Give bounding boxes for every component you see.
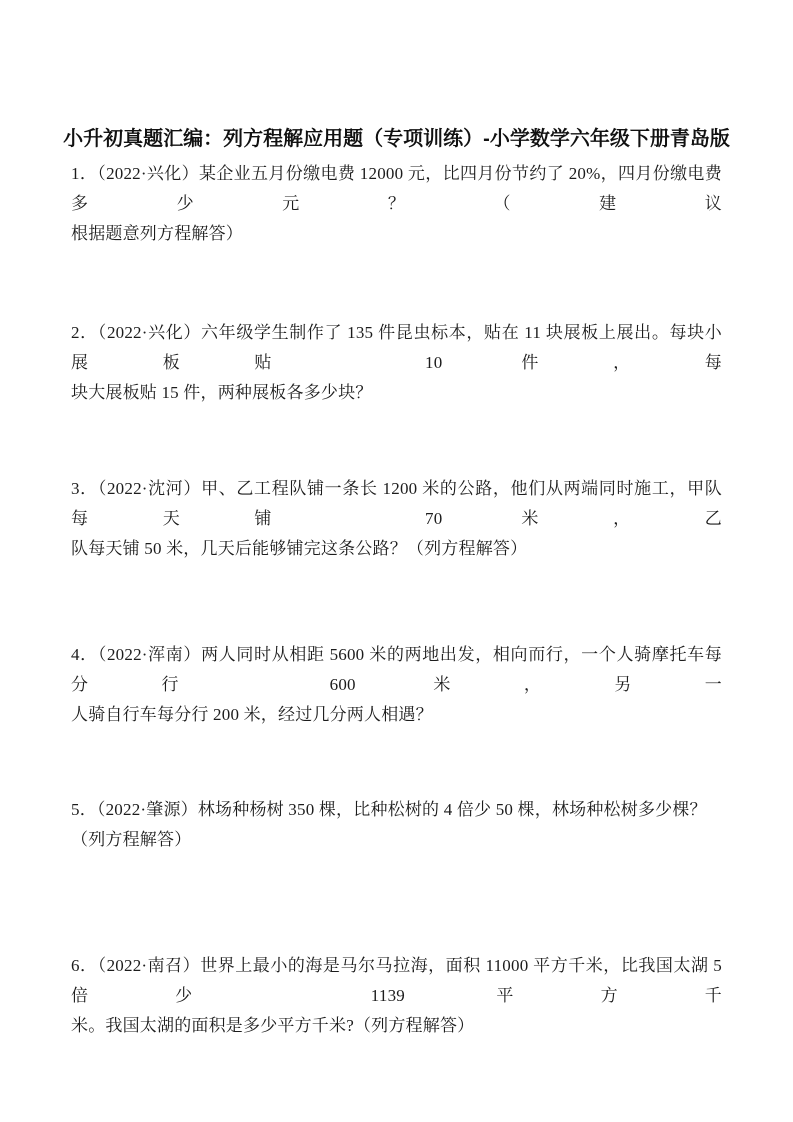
question-3 [71, 474, 722, 564]
question-5 [71, 795, 722, 855]
question-1 [71, 159, 722, 249]
question-6-line-2: 米。我国太湖的面积是多少平方千米?（列方程解答） [71, 1016, 475, 1035]
question-2-line-1: 2．（2022·兴化）六年级学生制作了 135 件昆虫标本，贴在 11 块展板上展出。每块小展板贴 10 件，每 [71, 323, 722, 372]
question-3-line-2: 队每天铺 50 米，几天后能够铺完这条公路？（列方程解答） [71, 539, 528, 558]
question-2-line-2: 块大展板贴 15 件，两种展板各多少块？ [71, 383, 373, 402]
question-4-line-1: 4．（2022·浑南）两人同时从相距 5600 米的两地出发，相向而行，一个人骑摩托车每分行 600 米，另一 [71, 645, 722, 694]
question-6-line-1: 6．（2022·南召）世界上最小的海是马尔马拉海，面积 11000 平方千米，比我国太湖 5 倍少 1139 平方千 [71, 956, 722, 1005]
page-title: 小升初真题汇编：列方程解应用题（专项训练）-小学数学六年级下册青岛版 [63, 128, 730, 150]
question-4 [71, 640, 722, 730]
question-2 [71, 318, 722, 408]
question-1-line-1: 1．（2022·兴化）某企业五月份缴电费 12000 元，比四月份节约了 20%，四月份缴电费多少元？（建议 [71, 164, 722, 213]
question-1-line-2: 根据题意列方程解答） [71, 224, 243, 243]
question-3-line-1: 3．（2022·沈河）甲、乙工程队铺一条长 1200 米的公路，他们从两端同时施工，甲队每天铺 70 米，乙 [71, 479, 722, 528]
question-4-line-2: 人骑自行车每分行 200 米，经过几分两人相遇？ [71, 705, 433, 724]
question-5-line-1: 5．（2022·肇源）林场种杨树 350 棵，比种松树的 4 倍少 50 棵，林场种松树多少棵？（列方程解答） [71, 800, 707, 849]
question-6 [71, 951, 722, 1041]
